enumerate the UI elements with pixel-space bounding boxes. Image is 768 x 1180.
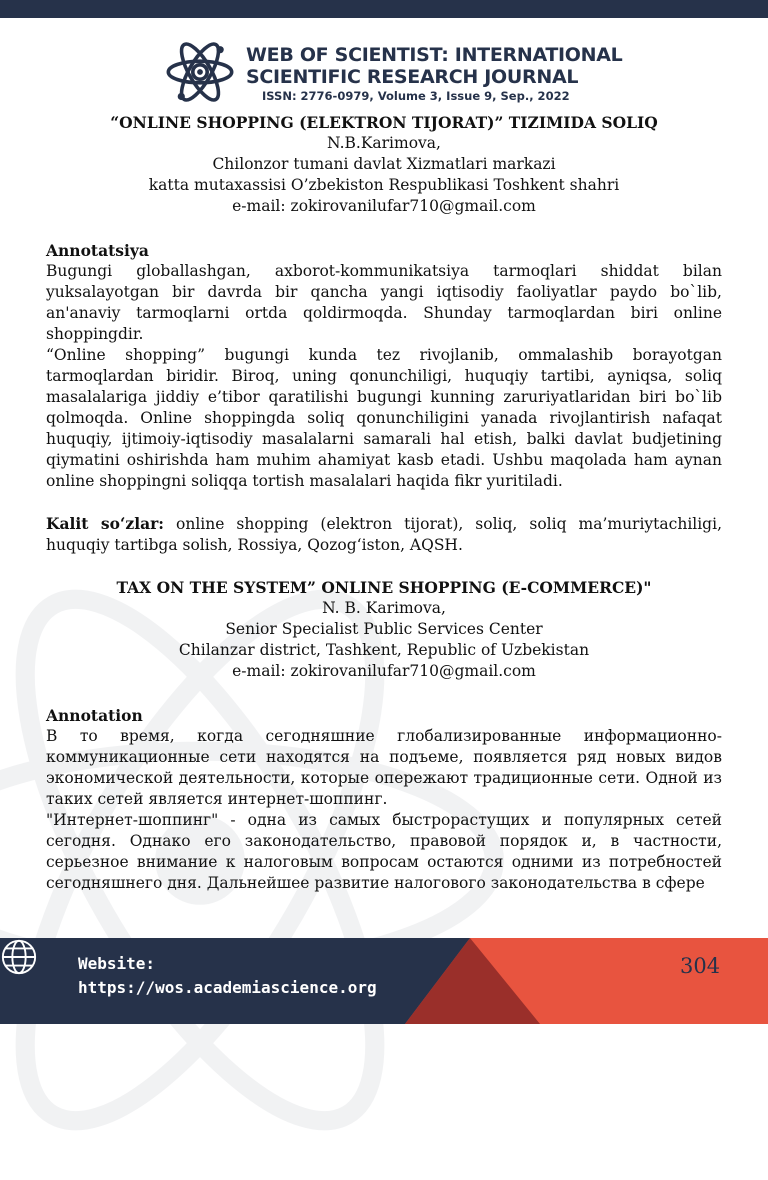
journal-title-line1: WEB OF SCIENTIST: INTERNATIONAL (246, 44, 623, 66)
website-link[interactable]: https://wos.academiascience.org (78, 978, 377, 997)
ru-abstract-p1: В то время, когда сегодняшние глобализированные информационно-коммуникационные сети находятся на подъеме, появляется ряд новых видов экономической деятельности, которые опережают традиционные сети. Одной из таких сетей является интернет-шоппинг. (46, 727, 722, 808)
ru-abstract-p2: "Интернет-шоппинг" - одна из самых быстрорастущих и популярных сетей сегодня. Однако его законодательство, правовой порядок и, в частности, серьезное внимание к налоговым вопросам остаются одними из потребностей сегодняшнего дня. Дальнейшее развитие налогового законодательства в сфере (46, 811, 722, 892)
spacer (46, 556, 722, 577)
en-affiliation-1: Senior Specialist Public Services Center (225, 620, 543, 638)
issn-line: ISSN: 2776-0979, Volume 3, Issue 9, Sep., 2022 (262, 89, 570, 103)
uz-keywords-label: Kalit so‘zlar: (46, 514, 165, 533)
uz-abstract-p2: “Online shopping” bugungi kunda tez rivojlanib, ommalashib borayotgan tarmoqlardan biridir. Biroq, uning qonunchiligi, huquqiy tartibi, ayniqsa, soliq masalalariga jiddiy e’tibor qaratilishi bugungi kunning zaruriyatlaridan biri bo`lib qolmoqda. Online shoppingda soliq qonunchiligini yanada rivojlantirish nafaqat huquqiy, ijtimoiy-iqtisodiy masalalarni samarali hal etish, balki davlat budjetining qiymatini oshirishda ham muhim ahamiyat kasb etadi. Ushbu maqolada ham aynan online shoppingni soliqqa tortish masalalari haqida fikr yuritiladi. (46, 346, 722, 490)
uz-title: “ONLINE SHOPPING (ELEKTRON TIJORAT)” TIZIMIDA SOLIQ (110, 113, 658, 132)
uz-email: e-mail: zokirovanilufar710@gmail.com (232, 197, 536, 215)
uz-affiliation-2: katta mutaxassisi O’zbekiston Respublikasi Toshkent shahri (148, 176, 620, 194)
en-author: N. B. Karimova, (322, 599, 446, 617)
page-footer (0, 938, 768, 1024)
en-abstract-heading: Annotation (46, 706, 143, 725)
uz-author: N.B.Karimova, (327, 134, 441, 152)
journal-header (164, 30, 623, 110)
article-body (46, 112, 722, 894)
uz-abstract-p1: Bugungi globallashgan, axborot-kommunikatsiya tarmoqlari shiddat bilan yuksalayotgan bir davrda bir qancha yangi iqtisodiy faoliyatlar paydo bo`lib, an'anaviy tarmoqlarni ortda qoldirmoqda. Shunday tarmoqlardan biri online shoppingdir. (46, 262, 722, 343)
en-email: e-mail: zokirovanilufar710@gmail.com (232, 662, 536, 680)
uz-affiliation-1: Chilonzor tumani davlat Xizmatlari markazi (212, 155, 556, 173)
page-number: 304 (680, 954, 721, 978)
journal-title-line2: SCIENTIFIC RESEARCH JOURNAL (246, 66, 579, 88)
uz-keywords-text: online shopping (elektron tijorat), soliq, soliq ma’muriytachiligi, huquqiy tartibga solish, Rossiya, Qozog‘iston, AQSH. (46, 515, 722, 554)
uz-keywords (46, 513, 722, 556)
spacer (46, 492, 722, 513)
website-label: Website: (78, 954, 156, 973)
uz-abstract-heading: Annotatsiya (46, 241, 149, 260)
en-title: TAX ON THE SYSTEM” ONLINE SHOPPING (E-COMMERCE)" (116, 578, 652, 597)
journal-title (246, 44, 622, 88)
globe-www-icon (0, 938, 38, 976)
en-affiliation-2: Chilanzar district, Tashkent, Republic of Uzbekistan (178, 641, 590, 659)
top-bar (0, 0, 768, 18)
atom-icon (164, 36, 236, 108)
